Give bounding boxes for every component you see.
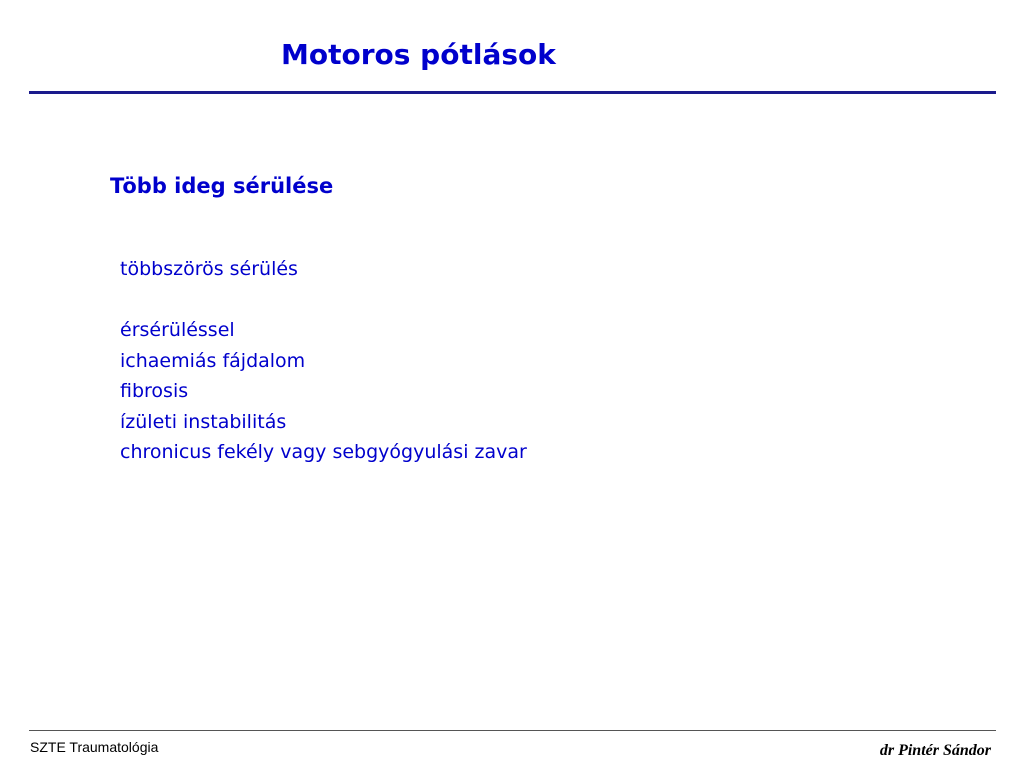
list-item: érsérüléssel [120, 319, 235, 341]
list-item-spacer [120, 285, 527, 316]
bullet-list [120, 254, 527, 468]
list-item: chronicus fekély vagy sebgyógyulási zavar [120, 441, 527, 463]
slide-title: Motoros pótlások [281, 38, 556, 71]
list-item: ichaemiás fájdalom [120, 349, 306, 372]
title-divider [29, 91, 996, 94]
footer-institution: SZTE Traumatológia [30, 739, 159, 755]
footer-author: dr Pintér Sándor [879, 742, 991, 759]
list-item: ízületi instabilitás [120, 410, 287, 433]
section-heading: Több ideg sérülése [110, 174, 334, 198]
footer-divider [29, 730, 996, 731]
list-item: fibrosis [120, 380, 189, 402]
list-item: többszörös sérülés [120, 258, 298, 280]
